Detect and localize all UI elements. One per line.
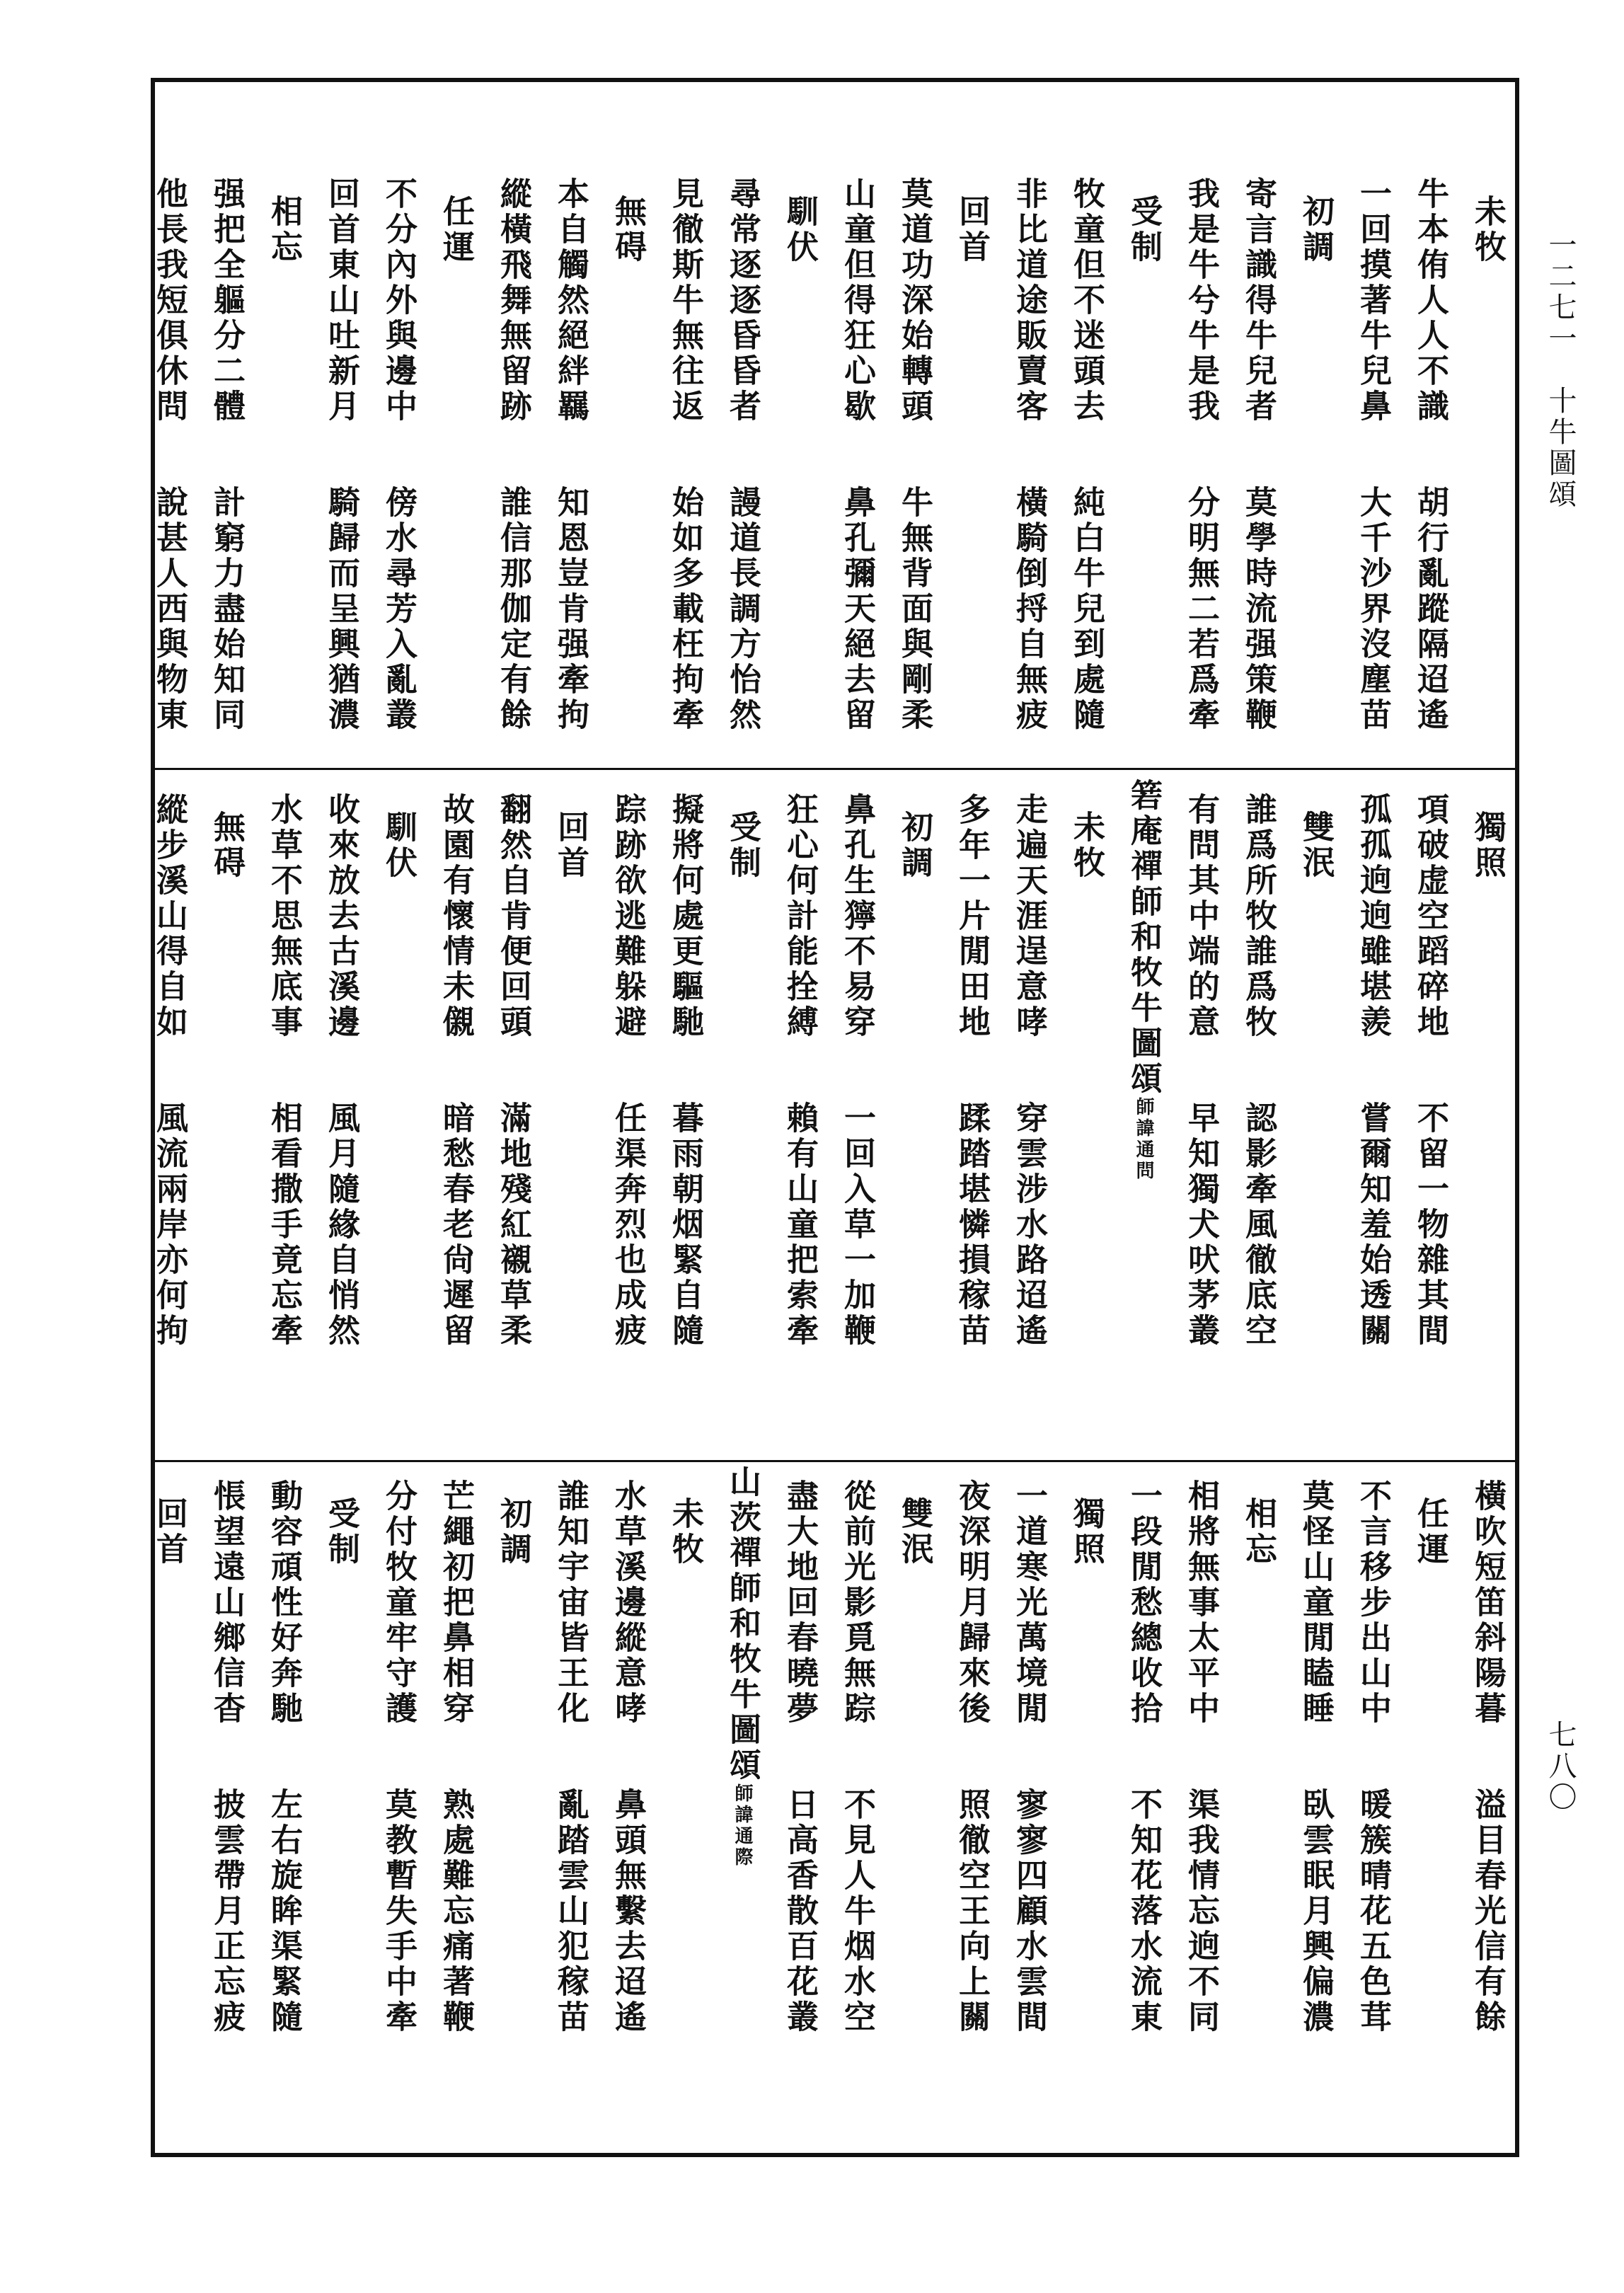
verse-column: [208, 1479, 246, 2035]
section-heading: [609, 195, 647, 265]
heading-text: 無碍: [208, 810, 246, 881]
verse-line-first: 盡大地回春曉夢: [781, 1479, 819, 1727]
verse-column: [1182, 1479, 1220, 2035]
title-text: 山茨禪師和牧牛圖頌: [724, 1465, 761, 1783]
verse-column: [839, 177, 876, 733]
verse-line-second: 認影牽風徹底空: [1240, 1101, 1277, 1349]
verse-column: [323, 177, 360, 733]
verse-line-second: 早知獨犬吠茅叢: [1182, 1101, 1220, 1349]
verse-line-first: 踪跡欲逃難躲避: [609, 793, 647, 1040]
heading-text: 相忘: [1240, 1497, 1277, 1568]
section-heading: [781, 195, 819, 265]
section-heading: [896, 1497, 933, 1568]
verse-column: [839, 793, 876, 1349]
verse-line-second: 計窮力盡始知同: [208, 485, 246, 733]
section-heading: [953, 195, 991, 265]
verse-line-second: 始如多載枉拘牽: [667, 485, 704, 733]
verse-line-first: 縱步溪山得自如: [151, 793, 188, 1040]
verse-column: [437, 793, 475, 1349]
section-heading: [208, 810, 246, 881]
verse-column: [724, 177, 761, 733]
section-divider: [151, 1460, 1519, 1462]
section-heading: [323, 1497, 360, 1568]
heading-text: 雙泯: [1297, 810, 1335, 881]
verse-line-second: 莫教暫失手中牽: [380, 1788, 417, 2035]
verse-line-second: 照徹空王向上關: [953, 1788, 991, 2035]
verse-line-second: 鼻孔彌天絕去留: [839, 485, 876, 733]
verse-line-second: 臥雲眠月興偏濃: [1297, 1788, 1335, 2035]
section-heading: [667, 1497, 704, 1568]
heading-text: 獨照: [1469, 810, 1507, 881]
verse-line-first: 橫吹短笛斜陽暮: [1469, 1479, 1507, 1727]
verse-line-first: 孤孤逈逈雖堪羨: [1354, 793, 1392, 1040]
heading-text: 未牧: [667, 1497, 704, 1568]
verse-column: [1068, 177, 1105, 733]
verse-column: [896, 177, 933, 733]
verse-line-second: 不留一物雜其間: [1412, 1101, 1449, 1349]
verse-line-first: 動容頑性好奔馳: [265, 1479, 303, 1727]
verse-line-second: 渠我情忘逈不同: [1182, 1788, 1220, 2035]
section-heading: [1297, 195, 1335, 265]
verse-line-second: 相看撒手竟忘牽: [265, 1101, 303, 1349]
heading-text: 回首: [151, 1497, 188, 1568]
verse-line-second: 暗愁春老尙遲留: [437, 1101, 475, 1349]
verse-column: [323, 793, 360, 1349]
verse-line-first: 我是牛兮牛是我: [1182, 177, 1220, 425]
heading-text: 任運: [437, 195, 475, 265]
verse-column: [781, 793, 819, 1349]
heading-text: 馴伏: [781, 195, 819, 265]
verse-line-second: 不知花落水流東: [1125, 1788, 1163, 2035]
verse-line-second: 寥寥四顧水雲間: [1010, 1788, 1048, 2035]
verse-line-first: 寄言識得牛兒者: [1240, 177, 1277, 425]
verse-line-first: 不言移步出山中: [1354, 1479, 1392, 1727]
heading-text: 受制: [724, 810, 761, 881]
verse-line-first: 翻然自肯便回頭: [495, 793, 532, 1040]
verse-line-second: 一回入草一加鞭: [839, 1101, 876, 1349]
verse-column: [1412, 793, 1449, 1349]
verse-line-second: 賴有山童把索牽: [781, 1101, 819, 1349]
verse-line-second: 不見人牛烟水空: [839, 1788, 876, 2035]
verse-column: [552, 177, 589, 733]
verse-line-second: 日高香散百花叢: [781, 1788, 819, 2035]
verse-column: [265, 793, 303, 1349]
verse-column: [1010, 1479, 1048, 2035]
verse-column: [380, 1479, 417, 2035]
verse-line-first: 一段閒愁總收拾: [1125, 1479, 1163, 1727]
verse-line-second: 橫騎倒捋自無疲: [1010, 485, 1048, 733]
verse-line-second: 純白牛兒到處隨: [1068, 485, 1105, 733]
heading-text: 獨照: [1068, 1497, 1105, 1568]
verse-line-second: 亂踏雲山犯稼苗: [552, 1788, 589, 2035]
verse-line-first: 夜深明月歸來後: [953, 1479, 991, 1727]
heading-text: 回首: [552, 810, 589, 881]
heading-text: 未牧: [1469, 195, 1507, 265]
verse-line-second: 風流兩岸亦何拘: [151, 1101, 188, 1349]
verse-line-second: 熟處難忘痛著鞭: [437, 1788, 475, 2035]
verse-line-second: 謾道長調方怡然: [724, 485, 761, 733]
verse-column: [437, 1479, 475, 2035]
verse-line-first: 故園有懷情未儭: [437, 793, 475, 1040]
verse-column: [1182, 177, 1220, 733]
verse-line-first: 水草不思無底事: [265, 793, 303, 1040]
heading-text: 受制: [1125, 195, 1163, 265]
section-heading: [1125, 195, 1163, 265]
section-divider: [151, 768, 1519, 770]
heading-text: 無碍: [609, 195, 647, 265]
verse-column: [1010, 177, 1048, 733]
verse-line-second: 胡行亂蹤隔迢遙: [1412, 485, 1449, 733]
verse-line-second: 穿雲涉水路迢遙: [1010, 1101, 1048, 1349]
verse-line-second: 誰信那伽定有餘: [495, 485, 532, 733]
title-annotation: 師諱通問: [1133, 1097, 1154, 1182]
verse-column: [1412, 177, 1449, 733]
verse-line-first: 悵望遠山鄉信杳: [208, 1479, 246, 1727]
verse-line-second: 說甚人西與物東: [151, 485, 188, 733]
section-heading: [552, 810, 589, 881]
verse-line-second: 蹂踏堪憐損稼苗: [953, 1101, 991, 1349]
heading-text: 初調: [1297, 195, 1335, 265]
verse-line-first: 擬將何處更驅馳: [667, 793, 704, 1040]
verse-line-first: 牛本侑人人不識: [1412, 177, 1449, 425]
verse-column: [953, 793, 991, 1349]
verse-line-second: 牛無背面與剛柔: [896, 485, 933, 733]
verse-line-first: 强把全軀分二體: [208, 177, 246, 425]
verse-column: [1010, 793, 1048, 1349]
verse-line-first: 有問其中端的意: [1182, 793, 1220, 1040]
verse-line-second: 風月隨緣自悄然: [323, 1101, 360, 1349]
verse-column: [609, 793, 647, 1349]
composition-title: [724, 1465, 761, 1868]
verse-column: [380, 177, 417, 733]
verse-line-second: 鼻頭無繫去迢遙: [609, 1788, 647, 2035]
heading-text: 任運: [1412, 1497, 1449, 1568]
verse-line-first: 分付牧童牢守護: [380, 1479, 417, 1727]
heading-text: 未牧: [1068, 810, 1105, 881]
page-number: 七八〇: [1544, 1720, 1577, 1813]
verse-line-first: 莫道功深始轉頭: [896, 177, 933, 425]
verse-line-first: 非比道途販賣客: [1010, 177, 1048, 425]
verse-line-first: 見徹斯牛無往返: [667, 177, 704, 425]
verse-line-first: 回首東山吐新月: [323, 177, 360, 425]
heading-text: 初調: [495, 1497, 532, 1568]
verse-line-first: 一道寒光萬境閒: [1010, 1479, 1048, 1727]
verse-line-first: 收來放去古溪邊: [323, 793, 360, 1040]
verse-line-first: 莫怪山童閒瞌睡: [1297, 1479, 1335, 1727]
verse-line-second: 騎歸而呈興猶濃: [323, 485, 360, 733]
verse-column: [1240, 177, 1277, 733]
heading-text: 相忘: [265, 195, 303, 265]
verse-line-first: 多年一片閒田地: [953, 793, 991, 1040]
verse-column: [495, 793, 532, 1349]
verse-column: [1354, 793, 1392, 1349]
verse-line-first: 相將無事太平中: [1182, 1479, 1220, 1727]
section-heading: [1469, 810, 1507, 881]
heading-text: 初調: [896, 810, 933, 881]
verse-column: [151, 177, 188, 733]
verse-line-second: 披雲帶月正忘疲: [208, 1788, 246, 2035]
heading-text: 受制: [323, 1497, 360, 1568]
verse-line-first: 從前光影覓無踪: [839, 1479, 876, 1727]
verse-line-first: 項破虚空蹈碎地: [1412, 793, 1449, 1040]
section-heading: [437, 195, 475, 265]
verse-line-first: 不分內外與邊中: [380, 177, 417, 425]
heading-text: 雙泯: [896, 1497, 933, 1568]
verse-line-first: 鼻孔生獰不易穿: [839, 793, 876, 1040]
verse-line-second: 知恩豈肯强牽拘: [552, 485, 589, 733]
heading-text: 馴伏: [380, 810, 417, 881]
verse-column: [667, 177, 704, 733]
section-heading: [1068, 810, 1105, 881]
verse-line-first: 本自觸然絕絆羈: [552, 177, 589, 425]
page-header-label: 一二七一 十牛圖頌: [1544, 230, 1577, 510]
verse-line-first: 山童但得狂心歇: [839, 177, 876, 425]
verse-column: [265, 1479, 303, 2035]
heading-text: 回首: [953, 195, 991, 265]
verse-line-second: 任渠奔烈也成疲: [609, 1101, 647, 1349]
verse-line-first: 誰爲所牧誰爲牧: [1240, 793, 1277, 1040]
verse-column: [1125, 1479, 1163, 2035]
title-annotation: 師諱通際: [732, 1783, 753, 1868]
verse-line-second: 滿地殘紅襯草柔: [495, 1101, 532, 1349]
verse-column: [953, 1479, 991, 2035]
verse-column: [495, 177, 532, 733]
verse-line-first: 一回摸著牛兒鼻: [1354, 177, 1392, 425]
verse-column: [1182, 793, 1220, 1349]
verse-column: [1469, 1479, 1507, 2035]
verse-line-first: 芒繩初把鼻相穿: [437, 1479, 475, 1727]
section-heading: [1240, 1497, 1277, 1568]
verse-line-first: 誰知宇宙皆王化: [552, 1479, 589, 1727]
section-heading: [896, 810, 933, 881]
verse-column: [151, 793, 188, 1349]
verse-line-second: 左右旋眸渠緊隨: [265, 1788, 303, 2035]
verse-line-second: 大千沙界沒塵苗: [1354, 485, 1392, 733]
verse-line-first: 水草溪邊縱意哮: [609, 1479, 647, 1727]
verse-column: [1240, 793, 1277, 1349]
verse-column: [839, 1479, 876, 2035]
title-text: 箬庵禪師和牧牛圖頌: [1125, 778, 1163, 1097]
section-heading: [380, 810, 417, 881]
section-heading: [724, 810, 761, 881]
section-heading: [1469, 195, 1507, 265]
verse-line-first: 縱橫飛舞無留跡: [495, 177, 532, 425]
verse-line-second: 嘗爾知羞始透關: [1354, 1101, 1392, 1349]
section-heading: [151, 1497, 188, 1568]
verse-column: [667, 793, 704, 1349]
verse-line-second: 溢目春光信有餘: [1469, 1788, 1507, 2035]
verse-line-first: 狂心何計能拴縛: [781, 793, 819, 1040]
verse-column: [1354, 177, 1392, 733]
section-heading: [1412, 1497, 1449, 1568]
section-heading: [495, 1497, 532, 1568]
verse-line-second: 暮雨朝烟緊自隨: [667, 1101, 704, 1349]
verse-column: [781, 1479, 819, 2035]
verse-column: [1354, 1479, 1392, 2035]
verse-line-first: 尋常逐逐昏昏者: [724, 177, 761, 425]
verse-line-second: 分明無二若爲牽: [1182, 485, 1220, 733]
composition-title: [1125, 778, 1163, 1182]
verse-line-second: 莫學時流强策鞭: [1240, 485, 1277, 733]
verse-column: [552, 1479, 589, 2035]
verse-line-first: 牧童但不迷頭去: [1068, 177, 1105, 425]
verse-column: [208, 177, 246, 733]
section-heading: [1068, 1497, 1105, 1568]
section-heading: [265, 195, 303, 265]
section-heading: [1297, 810, 1335, 881]
verse-column: [1297, 1479, 1335, 2035]
verse-line-first: 他長我短俱休問: [151, 177, 188, 425]
verse-column: [609, 1479, 647, 2035]
verse-line-first: 走遍天涯逞意哮: [1010, 793, 1048, 1040]
verse-line-second: 暖簇晴花五色茸: [1354, 1788, 1392, 2035]
verse-line-second: 傍水尋芳入亂叢: [380, 485, 417, 733]
